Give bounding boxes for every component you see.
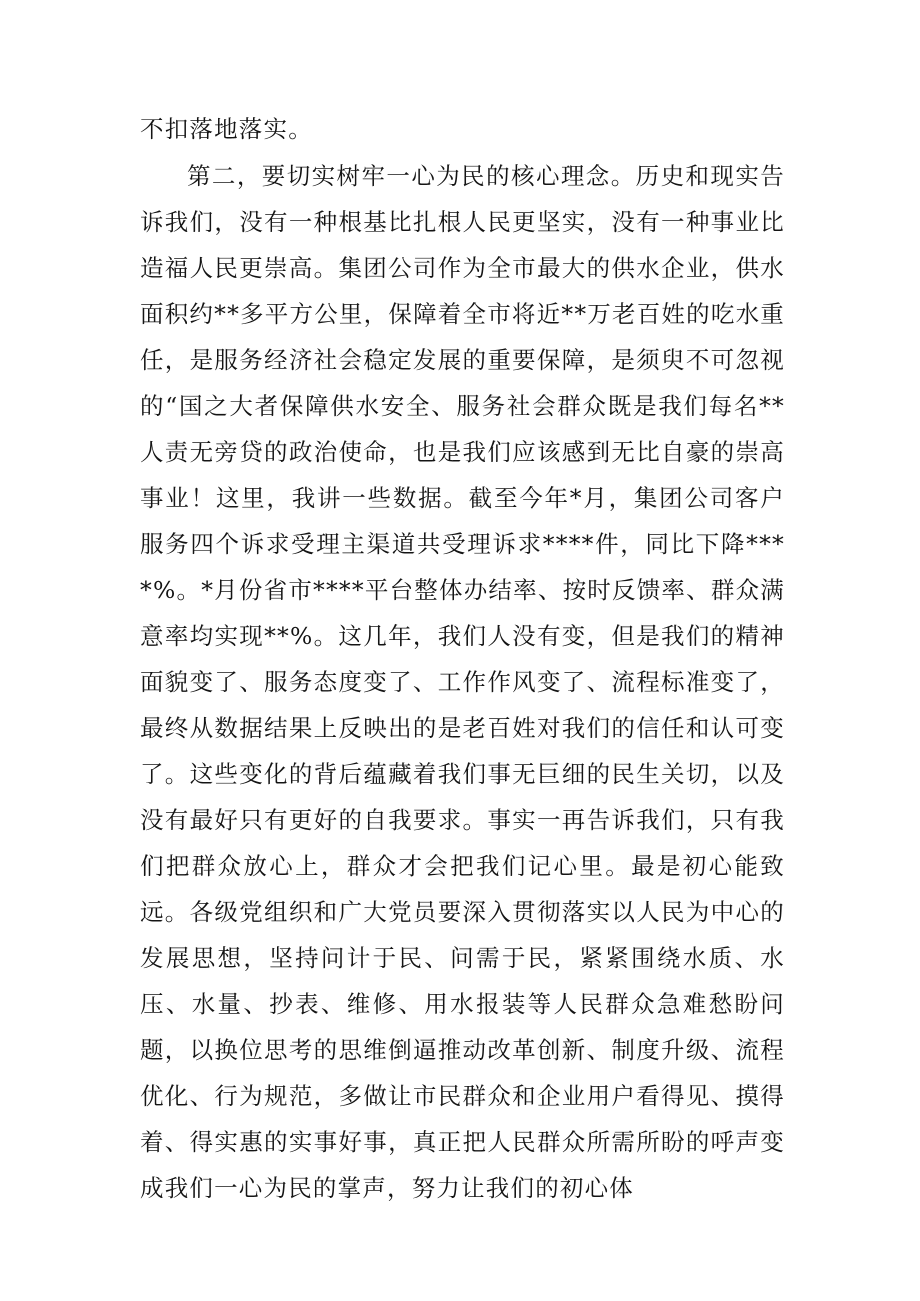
body-text (140, 106, 785, 1211)
paragraph-continuation: 不扣落地落实。 (140, 115, 313, 143)
paragraph-second-point: 第二，要切实树牢一心为民的核心理念。历史和现实告诉我们，没有一种根基比扎根人民更坚实，没有一种事业比造福人民更崇高。集团公司作为全市最大的供水企业，供水面积约**多平方公里，保障着全市将近**万老百姓的吃水重任，是服务经济社会稳定发展的重要保障，是须臾不可忽视的“国之大者保障供水安全、服务社会群众既是我们每名**人责无旁贷的政治使命，也是我们应该感到无比自豪的崇高事业！这里，我讲一些数据。截至今年*月，集团公司客户服务四个诉求受理主渠道共受理诉求****件，同比下降****%。*月份省市****平台整体办结率、按时反馈率、群众满意率均实现**%。这几年，我们人没有变，但是我们的精神面貌变了、服务态度变了、工作作风变了、流程标准变了，最终从数据结果上反映出的是老百姓对我们的信任和认可变了。这些变化的背后蕴藏着我们事无巨细的民生关切，以及没有最好只有更好的自我要求。事实一再告诉我们，只有我们把群众放心上，群众才会把我们记心里。最是初心能致远。各级党组织和广大党员要深入贯彻落实以人民为中心的发展思想，坚持问计于民、问需于民，紧紧围绕水质、水压、水量、抄表、维修、用水报装等人民群众急难愁盼问题，以换位思考的思维倒逼推动改革创新、制度升级、流程优化、行为规范，多做让市民群众和企业用户看得见、摸得着、得实惠的实事好事，真正把人民群众所需所盼的呼声变成我们一心为民的掌声，努力让我们的初心体 (140, 162, 785, 1202)
